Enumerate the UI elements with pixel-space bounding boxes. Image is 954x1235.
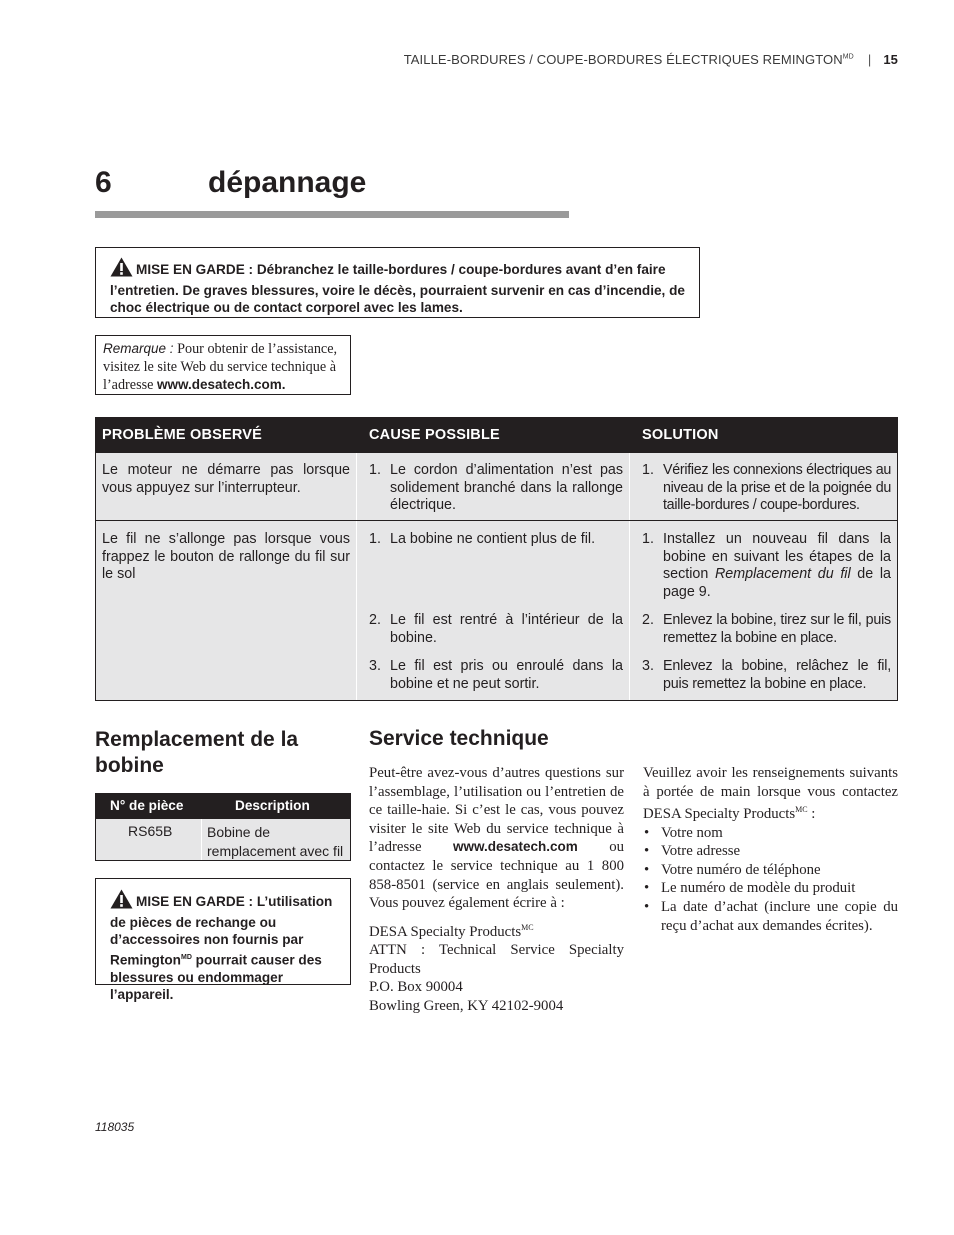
warning-triangle-icon	[110, 257, 133, 282]
service-column-1	[369, 764, 624, 1016]
parts-warning-text: MISE EN GARDE : L’utilisation de pièces de rechange ou d’accessoires non fournis par Remington	[110, 894, 333, 968]
column-divider	[356, 453, 357, 700]
mailing-address: DESA Specialty Products$^{MC}$ ATTN : Technical Service Specialty Products P.O. Box 90004 Bowling Green, KY 42102-9004	[369, 922, 624, 1015]
part-description: Bobine de remplacement avec fil	[207, 824, 344, 859]
list-item: • Votre adresse	[643, 842, 898, 861]
parts-warning-box: MISE EN GARDE : L’utilisation de pièces de rechange ou d’accessoires non fournis par Remington$^{MD}$ pourrait causer des blessures ou endommager l’appareil.	[95, 878, 351, 985]
troubleshooting-table: PROBLÈME OBSERVÉ CAUSE POSSIBLE SOLUTION Le moteur ne démarre pas lorsque vous appuyez sur l’interrupteur. 1. Le cordon d’alimentation n’est pas solidement branché dans la rallonge électrique. 1. Vérifiez les connexions électriques au niveau de la prise et de la poignée du taille-bordures / coupe-bordures. Le fil ne s’allonge pas lorsque vous frappez le bouton de rallonge du fil sur le sol 1. La bobine ne contient plus de fil. 2. Le fil est rentré à l’intérieur de la bobine. 3. Le fil est pris ou enroulé dans la bobine et ne peut sortir. 1. Installez un nouveau fil dans la bobine en suivant les étapes de la section Remplacement du fil de la page 9. 2. Enlevez la bobine, tirez sur le fil, puis remettez la bobine en place. 3. Enlevez la bobine, relâchez le fil, puis remettez la bobine en place.	[95, 417, 898, 701]
service-heading: Service technique	[369, 727, 549, 750]
info-intro: Veuillez avoir les renseignements suivants à portée de main lorsque vous contactez DESA Specialty Products$^{MC}$ :	[643, 765, 898, 823]
chapter-number: 6	[95, 166, 112, 199]
list-item: • Le numéro de modèle du produit	[643, 879, 898, 898]
list-item: • La date d’achat (inclure une copie du reçu d’achat aux demandes écrites).	[643, 898, 898, 935]
list-item: • Votre numéro de téléphone	[643, 861, 898, 880]
table-header-row	[96, 418, 897, 453]
note-url-link[interactable]: www.desatech.com.	[156, 377, 286, 393]
chapter-title: dépannage	[208, 166, 367, 199]
warning-text: MISE EN GARDE : Débranchez le taille-bordures / coupe-bordures avant d’en faire l’entretien. De graves blessures, voire le décès, pourraient survenir en cas d’incendie, de choc électrique ou de contact corporel avec les lames.	[110, 262, 685, 315]
running-header	[404, 52, 898, 67]
parts-header-row	[96, 794, 350, 819]
header-cause: CAUSE POSSIBLE	[369, 427, 500, 443]
header-description: Description	[235, 798, 310, 813]
info-bullet-list	[643, 824, 898, 936]
service-url-link[interactable]: www.desatech.com	[453, 839, 578, 855]
column-divider	[629, 453, 630, 700]
header-part-number: N° de pièce	[110, 798, 184, 813]
running-title: TAILLE-BORDURES / COUPE-BORDURES ÉLECTRIQUES REMINGTON	[403, 52, 843, 67]
parts-table	[95, 793, 351, 861]
service-column-2	[643, 764, 898, 935]
part-number: RS65B	[128, 823, 173, 839]
header-problem: PROBLÈME OBSERVÉ	[102, 427, 263, 443]
header-separator: |	[867, 52, 872, 67]
row2-problem: Le fil ne s’allonge pas lorsque vous frappez le bouton de rallonge du fil sur le sol	[102, 531, 350, 583]
note-label: Remarque :	[103, 341, 174, 356]
row1-problem: Le moteur ne démarre pas lorsque vous appuyez sur l’interrupteur.	[102, 462, 350, 496]
parts-row	[96, 819, 350, 860]
page-number: 15	[883, 52, 898, 67]
header-solution: SOLUTION	[642, 427, 719, 443]
column-divider	[201, 819, 202, 860]
chapter-rule	[95, 211, 569, 218]
trademark-sup: MD	[842, 53, 854, 61]
note-text: Pour obtenir de l’assistance, visitez le site Web du service technique à l’adresse	[103, 341, 338, 394]
list-item: • Votre nom	[643, 824, 898, 843]
replacement-heading: Remplacement de la bobine	[95, 728, 299, 777]
warning-box	[95, 247, 700, 318]
warning-triangle-icon	[110, 889, 133, 914]
section-reference: Remplacement du fil	[714, 566, 851, 583]
row-divider	[96, 520, 897, 521]
document-number: 118035	[95, 1120, 135, 1134]
service-paragraph: Peut-être avez-vous d’autres questions sur l’assemblage, l’utilisation ou l’entretien de ce taille-haie. Si c’est le cas, vous pouvez visiter le site Web du service technique à l’adresse www.desatech.com ou contactez le service technique au 1 800 858-8501 (service en anglais seulement). Vous pouvez également écrire à :	[369, 765, 624, 912]
note-box	[95, 335, 351, 395]
